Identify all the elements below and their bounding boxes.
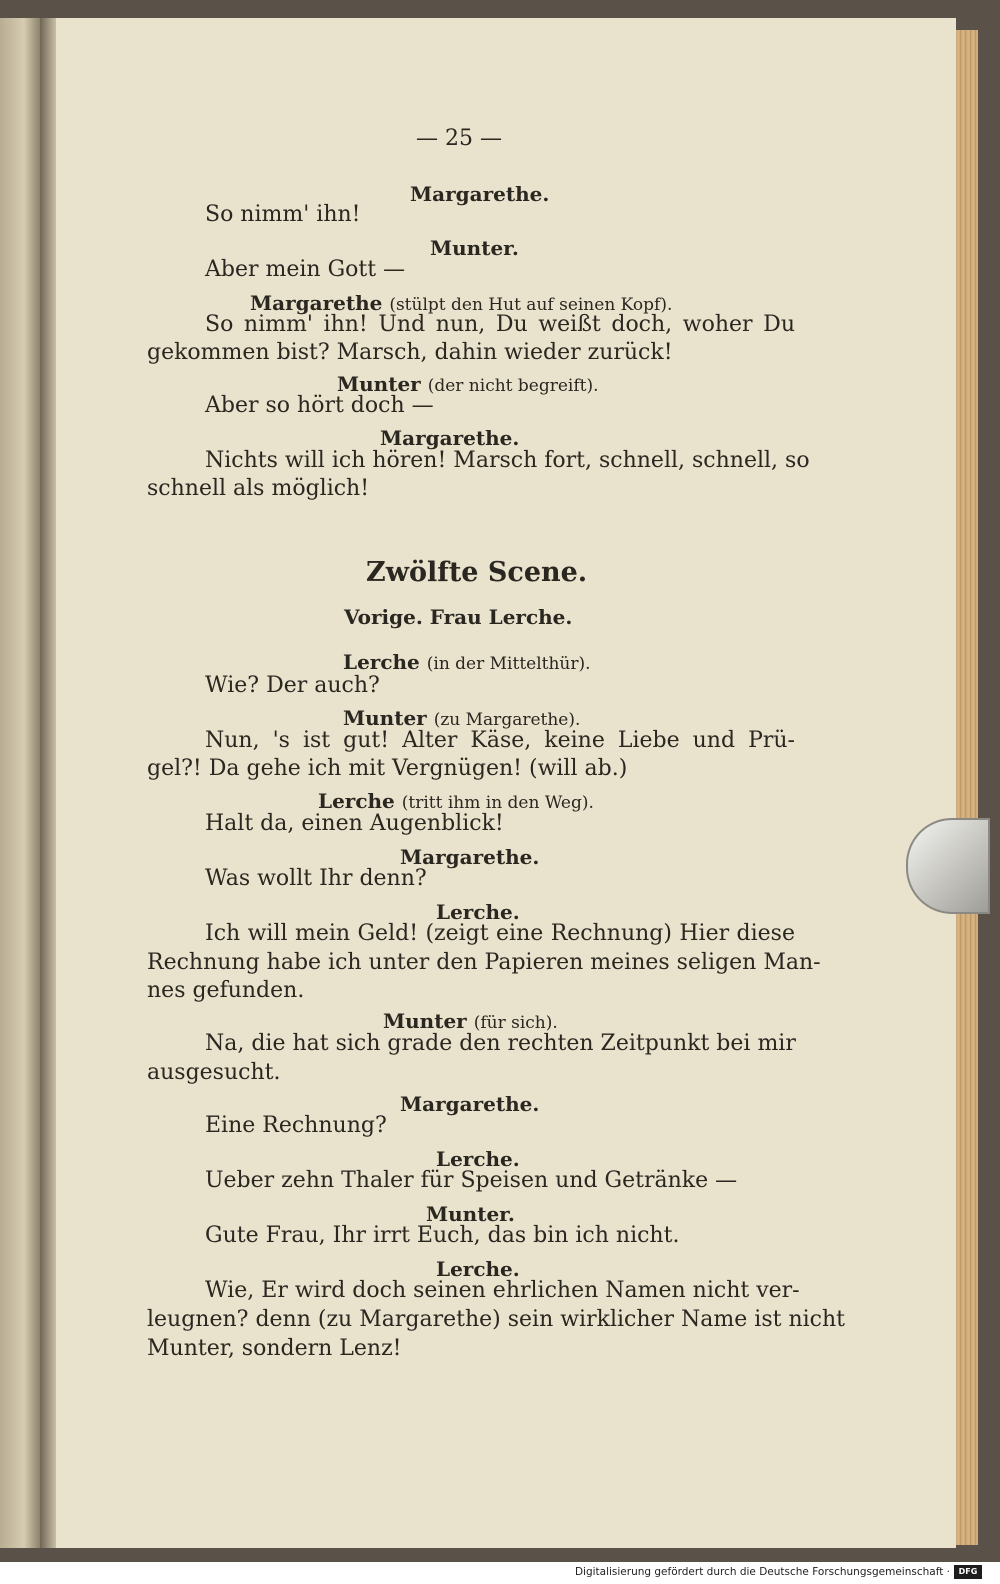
- dialogue-line: ausgesucht.: [147, 1060, 281, 1085]
- book-gutter: [40, 18, 56, 1548]
- page-number: — 25 —: [416, 126, 502, 151]
- speaker-label: Munter.: [426, 1202, 515, 1226]
- dialogue-line: Gute Frau, Ihr irrt Euch, das bin ich nicht.: [205, 1223, 680, 1248]
- speaker-name: Munter: [337, 372, 421, 396]
- dfg-logo: DFG: [954, 1565, 982, 1579]
- dialogue-line: Ueber zehn Thaler für Speisen und Getränke —: [205, 1168, 738, 1193]
- dialogue-line: Aber mein Gott —: [205, 257, 406, 282]
- cast-line: Vorige. Frau Lerche.: [344, 605, 573, 629]
- speaker-label: [318, 789, 594, 813]
- dialogue-line: Was wollt Ihr denn?: [205, 866, 427, 891]
- stage-direction: (in der Mittelthür).: [426, 654, 591, 674]
- dialogue-line: Wie, Er wird doch seinen ehrlichen Namen nicht ver-: [205, 1278, 800, 1303]
- dialogue-line: Nun, 's ist gut! Alter Käse, keine Liebe und Prü-: [205, 728, 795, 753]
- stage-direction: (zu Margarethe).: [433, 710, 581, 730]
- dialogue-line: nes gefunden.: [147, 978, 305, 1003]
- speaker-label: [343, 706, 580, 730]
- dialogue-line: Nichts will ich hören! Marsch fort, schnell, schnell, so: [205, 448, 810, 473]
- dialogue-line: So nimm' ihn!: [205, 202, 361, 227]
- speaker-label: Lerche.: [436, 900, 520, 924]
- speaker-name: Lerche: [318, 789, 395, 813]
- stage-direction: (tritt ihm in den Weg).: [401, 793, 594, 813]
- speaker-label: Munter.: [430, 236, 519, 260]
- dialogue-line: Halt da, einen Augenblick!: [205, 811, 504, 836]
- speaker-label: [343, 650, 591, 674]
- dialogue-line: So nimm' ihn! Und nun, Du weißt doch, woher Du: [205, 312, 795, 337]
- speaker-label: [383, 1009, 558, 1033]
- dialogue-line: gel?! Da gehe ich mit Vergnügen! (will ab.): [147, 756, 628, 781]
- scene-heading: Zwölfte Scene.: [366, 557, 588, 588]
- speaker-name: Margarethe: [250, 291, 383, 315]
- dialogue-line: Munter, sondern Lenz!: [147, 1336, 402, 1361]
- stage-direction: (stülpt den Hut auf seinen Kopf).: [389, 295, 673, 315]
- funding-note: Digitalisierung gefördert durch die Deutsche Forschungsgemeinschaft ·: [574, 1566, 950, 1578]
- dialogue-line: Wie? Der auch?: [205, 673, 380, 698]
- speaker-name: Munter: [383, 1009, 467, 1033]
- dialogue-line: gekommen bist? Marsch, dahin wieder zurück!: [147, 340, 673, 365]
- dialogue-line: Aber so hört doch —: [205, 393, 434, 418]
- dialogue-line: Na, die hat sich grade den rechten Zeitpunkt bei mir: [205, 1031, 796, 1056]
- dialogue-line: schnell als möglich!: [147, 476, 370, 501]
- dialogue-line: Ich will mein Geld! (zeigt eine Rechnung) Hier diese: [205, 921, 795, 946]
- dialogue-line: Rechnung habe ich unter den Papieren meines seligen Man-: [147, 950, 821, 975]
- speaker-label: Margarethe.: [400, 845, 540, 869]
- speaker-label: Margarethe.: [410, 182, 550, 206]
- stage-direction: (der nicht begreift).: [427, 376, 599, 396]
- speaker-name: Munter: [343, 706, 427, 730]
- dialogue-line: Eine Rechnung?: [205, 1113, 387, 1138]
- stage-direction: (für sich).: [473, 1013, 558, 1033]
- speaker-name: Lerche: [343, 650, 420, 674]
- speaker-label: Lerche.: [436, 1147, 520, 1171]
- speaker-label: Lerche.: [436, 1257, 520, 1281]
- speaker-label: Margarethe.: [400, 1092, 540, 1116]
- speaker-label: Margarethe.: [380, 426, 520, 450]
- footer-bar: [0, 1562, 1000, 1584]
- page-clip: [906, 818, 990, 914]
- left-page-edge: [0, 18, 40, 1548]
- page-stack-edge: [956, 30, 978, 1545]
- dialogue-line: leugnen? denn (zu Margarethe) sein wirklicher Name ist nicht: [147, 1307, 845, 1332]
